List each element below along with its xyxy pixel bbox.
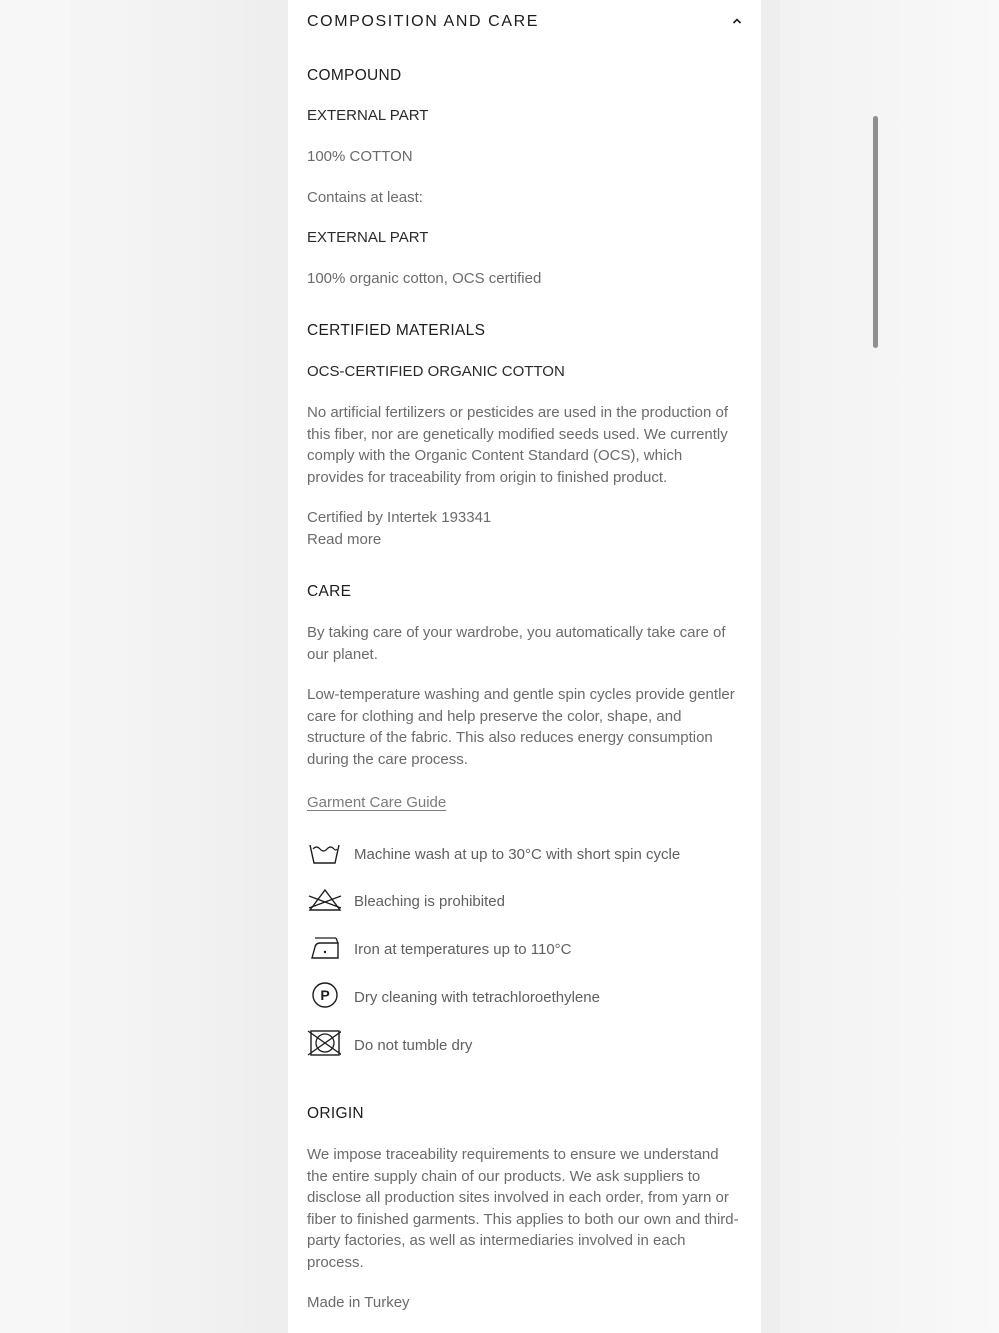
made-in-text: Made in Turkey — [307, 1294, 410, 1311]
scrollbar-thumb[interactable] — [873, 116, 878, 348]
svg-text:P: P — [320, 987, 330, 1003]
care-instruction-row — [307, 839, 743, 869]
no-bleach-icon — [307, 886, 343, 916]
care-heading: CARE — [307, 583, 352, 600]
care-instruction-label: Do not tumble dry — [354, 1037, 473, 1054]
care-instruction-label: Machine wash at up to 30°C with short spin cycle — [354, 846, 681, 863]
organic-value: 100% organic cotton, OCS certified — [307, 270, 542, 287]
origin-description: We impose traceability requirements to ensure we understand the entire supply chain of our products. We ask suppliers to disclose all production sites involved in each order, from yarn or fiber to finished garments. This applies to both our own and third-party factories, as well as intermediaries involved in each process. — [307, 1146, 739, 1271]
iron-icon — [307, 934, 341, 964]
ocs-description: No artificial fertilizers or pesticides are used in the production of this fiber, nor are genetically modified seeds used. We currently comply with the Organic Content Standard (OCS), which provides for traceability from origin to finished product. — [307, 404, 729, 486]
certified-materials-heading: CERTIFIED MATERIALS — [307, 322, 486, 339]
origin-heading: ORIGIN — [307, 1105, 364, 1122]
no-tumble-dry-icon — [307, 1030, 341, 1060]
chevron-up-icon[interactable] — [731, 15, 743, 27]
background-right — [780, 0, 999, 1333]
care-instruction-row — [307, 934, 743, 964]
care-details: Low-temperature washing and gentle spin cycles provide gentler care for clothing and help preserve the color, shape, and structure of the fabric. This also reduces energy consumption during the care process. — [307, 686, 735, 768]
care-instruction-label: Bleaching is prohibited — [354, 893, 505, 910]
ocs-subheading: OCS-CERTIFIED ORGANIC COTTON — [307, 363, 565, 380]
external-part-label-2: EXTERNAL PART — [307, 229, 429, 246]
certified-by-text: Certified by Intertek 193341 — [307, 509, 492, 526]
external-part-label-1: EXTERNAL PART — [307, 107, 429, 124]
care-instruction-row — [307, 886, 743, 916]
read-more-link[interactable]: Read more — [307, 531, 382, 548]
garment-care-guide-link[interactable]: Garment Care Guide — [307, 794, 447, 811]
cotton-value: 100% COTTON — [307, 148, 413, 165]
machine-wash-icon — [307, 839, 341, 869]
care-instruction-row — [307, 1030, 743, 1060]
contains-label: Contains at least: — [307, 189, 423, 206]
background-left — [70, 0, 270, 1333]
section-title[interactable]: COMPOSITION AND CARE — [307, 13, 540, 30]
care-instruction-row — [307, 982, 743, 1012]
compound-heading: COMPOUND — [307, 67, 402, 84]
care-instruction-label: Iron at temperatures up to 110°C — [354, 941, 572, 958]
care-intro: By taking care of your wardrobe, you automatically take care of our planet. — [307, 624, 726, 663]
care-instruction-label: Dry cleaning with tetrachloroethylene — [354, 989, 600, 1006]
dry-clean-p-icon — [307, 982, 341, 1012]
